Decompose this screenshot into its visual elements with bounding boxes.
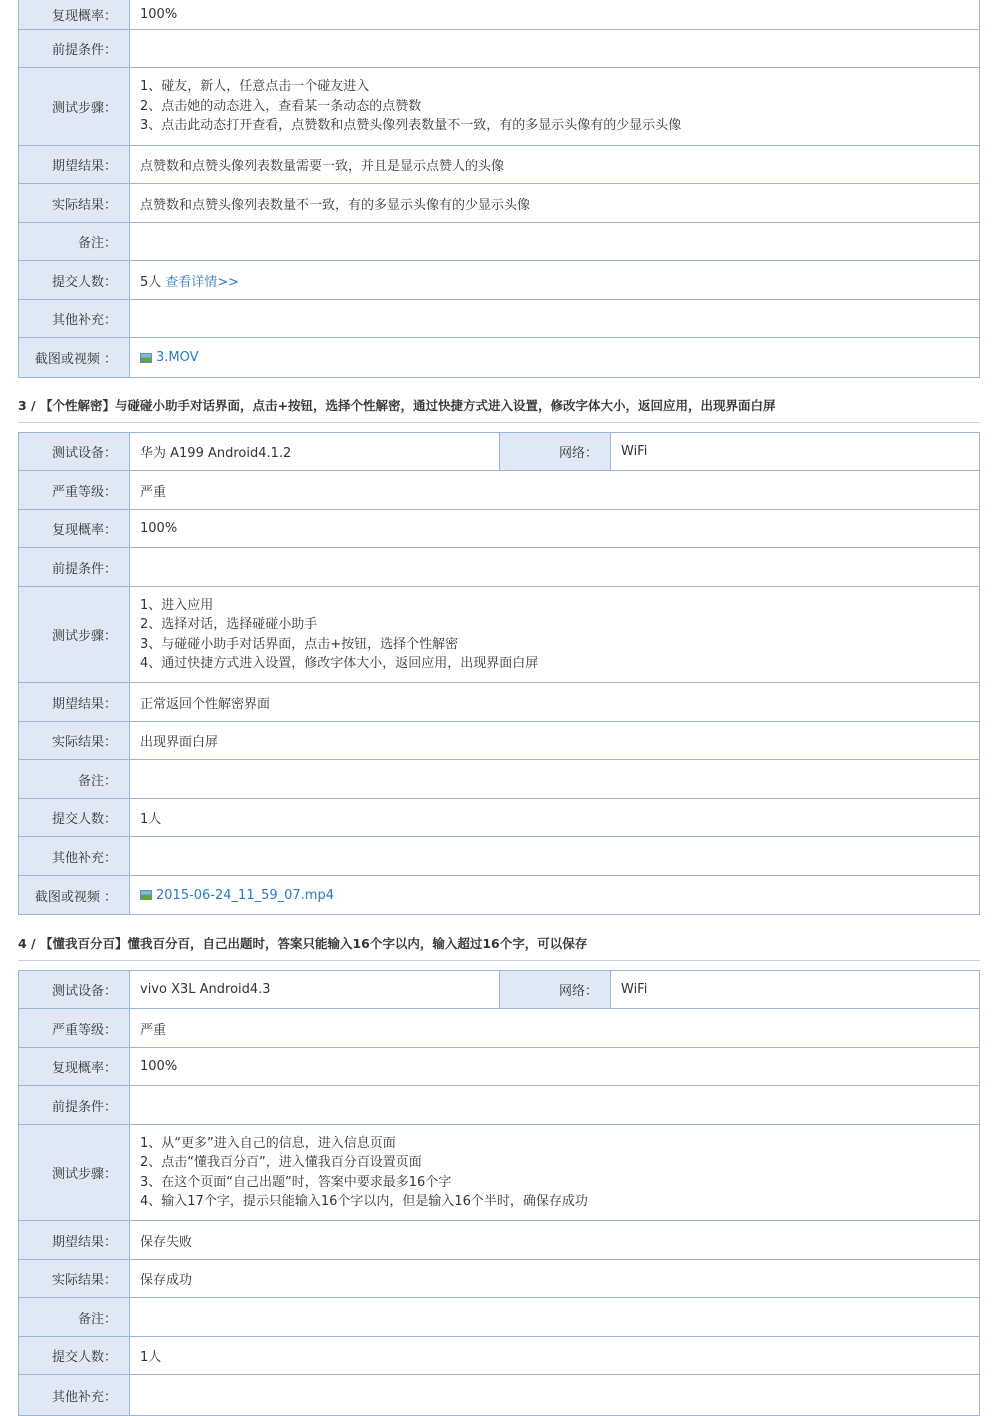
actual-value: 出现界面白屏 <box>140 735 219 750</box>
actual-row <box>19 722 979 760</box>
remark-label: 备注： <box>19 1298 130 1336</box>
precondition-value <box>130 1086 979 1124</box>
expected-label: 期望结果： <box>19 683 130 721</box>
step-line: 1、碰友，新人，任意点击一个碰友进入 <box>140 79 370 95</box>
step-line: 2、点击“懂我百分百”，进入懂我百分百设置页面 <box>140 1155 422 1170</box>
bug3-table <box>18 432 980 915</box>
image-file-icon <box>140 890 152 900</box>
media-file-name: 2015-06-24_11_59_07.mp4 <box>156 887 334 903</box>
precondition-value <box>130 548 979 586</box>
extra-row <box>19 1375 979 1415</box>
precondition-label: 前提条件： <box>19 30 130 67</box>
extra-value <box>130 1375 979 1415</box>
media-row <box>19 876 979 914</box>
extra-row <box>19 300 979 338</box>
remark-row <box>19 223 979 261</box>
network-value: WiFi <box>621 982 648 997</box>
device-label: 测试设备： <box>19 433 130 470</box>
actual-value: 保存成功 <box>140 1273 193 1288</box>
repro-row <box>19 510 979 548</box>
media-file-name: 3.MOV <box>156 350 199 365</box>
submitters-label: 提交人数： <box>19 799 130 836</box>
precondition-row <box>19 1086 979 1125</box>
submitters-label: 提交人数： <box>19 261 130 299</box>
network-label: 网络： <box>500 433 611 470</box>
bug4-table <box>18 970 980 1416</box>
expected-row <box>19 1221 979 1260</box>
media-file-link[interactable] <box>140 350 199 365</box>
submitters-value: 1人 <box>140 1350 162 1365</box>
repro-label: 复现概率： <box>19 0 130 29</box>
remark-row <box>19 760 979 799</box>
repro-value: 100% <box>140 1059 178 1074</box>
step-line: 2、选择对话，选择碰碰小助手 <box>140 617 318 632</box>
severity-row <box>19 471 979 510</box>
submitters-value <box>130 261 979 299</box>
extra-label: 其他补充： <box>19 300 130 337</box>
remark-label: 备注： <box>19 223 130 260</box>
media-label: 截图或视频 ： <box>19 876 130 914</box>
actual-label: 实际结果： <box>19 1260 130 1297</box>
precondition-label: 前提条件： <box>19 548 130 586</box>
step-line: 4、输入17个字，提示只能输入16个字以内，但是输入16个半时，确保存成功 <box>140 1194 588 1209</box>
severity-value: 严重 <box>140 484 167 500</box>
severity-label: 严重等级： <box>19 1009 130 1047</box>
step-line: 1、从“更多”进入自己的信息，进入信息页面 <box>140 1135 396 1151</box>
remark-value <box>130 1298 979 1336</box>
media-value <box>130 876 979 914</box>
network-value: WiFi <box>621 444 648 459</box>
steps-row <box>19 587 979 683</box>
repro-row <box>19 1048 979 1086</box>
steps-value <box>130 587 979 682</box>
submitters-row <box>19 1337 979 1375</box>
repro-label: 复现概率： <box>19 1048 130 1085</box>
expected-label: 期望结果： <box>19 1221 130 1259</box>
step-line: 3、在这个页面“自己出题”时，答案中要求最多16个字 <box>140 1174 452 1190</box>
submitters-value: 1人 <box>140 812 162 827</box>
actual-label: 实际结果： <box>19 722 130 759</box>
extra-value <box>130 837 979 875</box>
media-value <box>130 338 979 377</box>
extra-label: 其他补充： <box>19 837 130 875</box>
steps-label: 测试步骤： <box>19 587 130 682</box>
step-line: 4、通过快捷方式进入设置，修改字体大小，返回应用，出现界面白屏 <box>140 656 539 671</box>
remark-row <box>19 1298 979 1337</box>
bug3-title: 3 / 【个性解密】与碰碰小助手对话界面，点击+按钮，选择个性解密，通过快捷方式进入设置，修改字体大小，返回应用，出现界面白屏 <box>18 397 980 423</box>
actual-label: 实际结果： <box>19 184 130 222</box>
extra-row <box>19 837 979 876</box>
remark-label: 备注： <box>19 760 130 798</box>
view-details-link[interactable]: 查看详情>> <box>165 274 240 290</box>
step-line: 3、点击此动态打开查看，点赞数和点赞头像列表数量不一致，有的多显示头像有的少显示头像 <box>140 118 682 134</box>
actual-value: 点赞数和点赞头像列表数量不一致，有的多显示头像有的少显示头像 <box>140 197 531 213</box>
severity-label: 严重等级： <box>19 471 130 509</box>
remark-value <box>130 760 979 798</box>
device-label: 测试设备： <box>19 971 130 1008</box>
steps-value <box>130 68 979 145</box>
bug2-table <box>18 0 980 378</box>
device-value: 华为 A199 Android4.1.2 <box>130 433 500 470</box>
submitters-row <box>19 799 979 837</box>
steps-row <box>19 1125 979 1221</box>
step-line: 3、与碰碰小助手对话界面，点击+按钮，选择个性解密 <box>140 636 459 652</box>
network-label: 网络： <box>500 971 611 1008</box>
precondition-label: 前提条件： <box>19 1086 130 1124</box>
step-line: 1、进入应用 <box>140 597 214 613</box>
remark-value <box>130 223 979 260</box>
precondition-row <box>19 548 979 587</box>
precondition-row <box>19 30 979 68</box>
device-value: vivo X3L Android4.3 <box>130 971 500 1008</box>
steps-value <box>130 1125 979 1220</box>
repro-row <box>19 0 979 30</box>
media-label: 截图或视频 ： <box>19 338 130 377</box>
repro-value: 100% <box>140 521 178 536</box>
expected-value: 正常返回个性解密界面 <box>140 696 271 712</box>
expected-row <box>19 146 979 184</box>
extra-value <box>130 300 979 337</box>
expected-value: 保存失败 <box>140 1234 193 1250</box>
device-row <box>19 971 979 1009</box>
expected-label: 期望结果： <box>19 146 130 183</box>
extra-label: 其他补充： <box>19 1375 130 1415</box>
actual-row <box>19 1260 979 1298</box>
submitters-row <box>19 261 979 300</box>
image-file-icon <box>140 353 152 363</box>
steps-label: 测试步骤： <box>19 68 130 145</box>
media-file-link[interactable] <box>140 888 334 903</box>
repro-value: 100% <box>140 7 178 22</box>
severity-row <box>19 1009 979 1048</box>
steps-row <box>19 68 979 146</box>
submitters-label: 提交人数： <box>19 1337 130 1374</box>
device-row <box>19 433 979 471</box>
expected-row <box>19 683 979 722</box>
step-line: 2、点击她的动态进入，查看某一条动态的点赞数 <box>140 98 422 114</box>
precondition-value <box>130 30 979 67</box>
repro-label: 复现概率： <box>19 510 130 547</box>
severity-value: 严重 <box>140 1022 167 1038</box>
media-row <box>19 338 979 377</box>
steps-label: 测试步骤： <box>19 1125 130 1220</box>
submitters-count: 5人 <box>140 274 162 290</box>
actual-row <box>19 184 979 223</box>
bug4-title: 4 / 【懂我百分百】懂我百分百，自己出题时，答案只能输入16个字以内，输入超过16个字，可以保存 <box>18 935 980 961</box>
expected-value: 点赞数和点赞头像列表数量需要一致，并且是显示点赞人的头像 <box>140 159 505 174</box>
